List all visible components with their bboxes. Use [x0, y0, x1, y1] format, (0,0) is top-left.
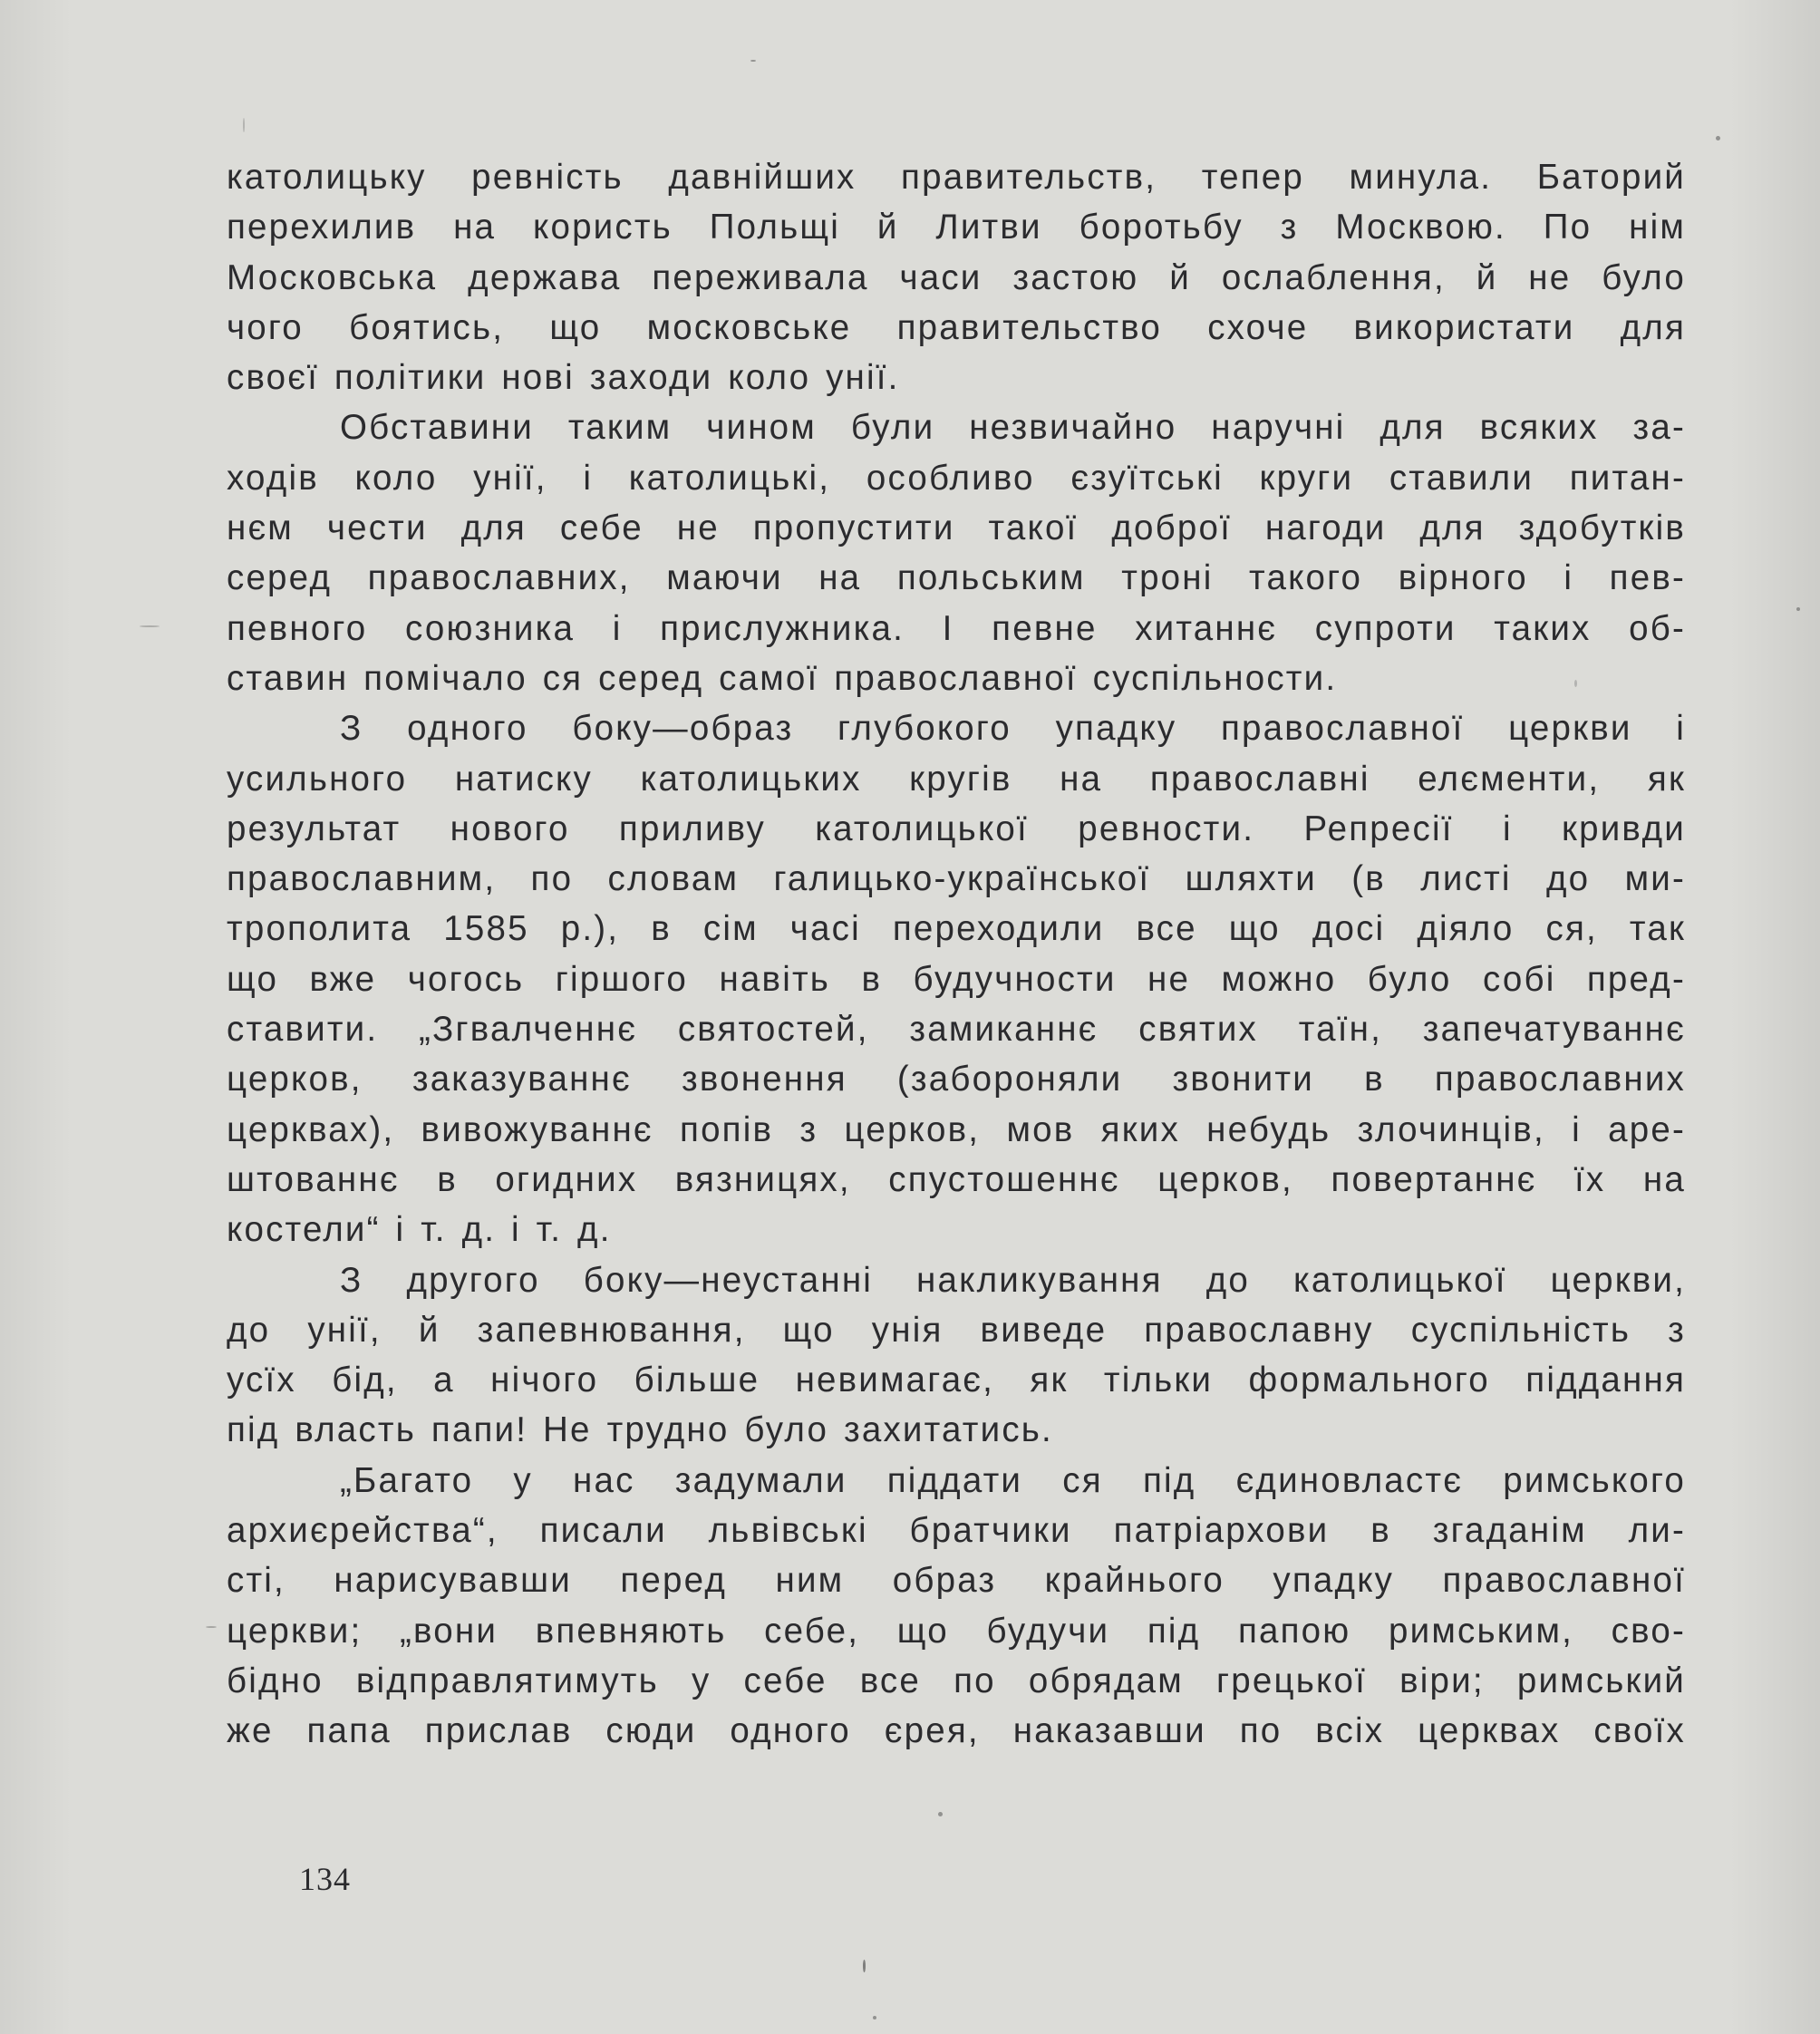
- text-line: результат нового приливу католицької ревности. Репресії і кривди: [227, 809, 1686, 848]
- text-line: сті, нарисувавши перед ним образ крайнього упадку православної: [227, 1561, 1686, 1601]
- text-line: же папа прислав сюди одного єрея, наказавши по всіх церквах своїх: [227, 1711, 1686, 1751]
- scan-speck: [873, 2016, 876, 2019]
- text-line: костели“ і т. д. і т. д.: [227, 1210, 612, 1250]
- paragraph-4: [227, 1255, 1686, 1456]
- text-line: Обставини таким чином були незвичайно наручні для всяких за-: [340, 408, 1686, 448]
- text-line: перехилив на користь Польщі й Литви боротьбу з Москвою. По нім: [227, 208, 1686, 247]
- text-line: Московська держава переживала часи застою й ослаблення, й не було: [227, 257, 1686, 297]
- text-line: чого боятись, що московське правительство схоче використати для: [227, 307, 1686, 347]
- scan-speck: [1574, 680, 1577, 687]
- text-line: ходів коло унії, і католицькі, особливо єзуїтські круги ставили питан-: [227, 458, 1686, 498]
- text-line: певного союзника і прислужника. І певне хитаннє супроти таких об-: [227, 608, 1686, 648]
- scan-speck: [1716, 136, 1720, 140]
- paragraph-5: [227, 1456, 1686, 1757]
- text-line: серед православних, маючи на польським троні такого вірного і пев-: [227, 558, 1686, 598]
- text-line: ставин помічало ся серед самої православної суспільности.: [227, 658, 1338, 698]
- text-line: „Багато у нас задумали піддати ся під єдиновластє римського: [340, 1460, 1686, 1500]
- text-line: З другого боку—неустанні накликування до католицької церкви,: [340, 1260, 1686, 1300]
- text-line: до унії, й запевнювання, що унія виведе православну суспільність з: [227, 1310, 1686, 1350]
- scan-speck: [1796, 607, 1800, 611]
- text-line: бідно відправлятимуть у себе все по обрядам грецької віри; римський: [227, 1661, 1686, 1700]
- text-line: ставити. „Згвалченнє святостей, замиканнє святих таїн, запечатуваннє: [227, 1010, 1686, 1050]
- paragraph-3: [227, 703, 1686, 1254]
- scan-speck: [938, 1812, 943, 1816]
- scan-speck: [863, 1960, 866, 1972]
- text-line: православним, по словам галицько-української шляхти (в листі до ми-: [227, 859, 1686, 899]
- text-line: штованнє в огидних вязницях, спустошеннє церков, повертаннє їх на: [227, 1159, 1686, 1199]
- text-line: З одного боку—образ глубокого упадку православної церкви і: [340, 709, 1686, 749]
- paragraph-1: [227, 152, 1686, 402]
- text-line: що вже чогось гіршого навіть в будучности не можно було собі пред-: [227, 959, 1686, 999]
- text-line: церквах), вивожуваннє попів з церков, мов яких небудь злочинців, і аре-: [227, 1109, 1686, 1149]
- text-line: під власть папи! Не трудно було захитатись.: [227, 1410, 1053, 1450]
- scan-speck: [243, 118, 245, 132]
- text-line: католицьку ревність давнійших правительств, тепер минула. Баторий: [227, 158, 1686, 197]
- text-line: церков, заказуваннє звонення (забороняли звонити в православних: [227, 1060, 1686, 1099]
- text-line: церкви; „вони впевняють себе, що будучи під папою римським, сво-: [227, 1611, 1686, 1651]
- text-line: трополита 1585 р.), в сім часі переходили все що досі діяло ся, так: [227, 909, 1686, 949]
- text-line: нєм чести для себе не пропустити такої доброї нагоди для здобутків: [227, 508, 1686, 548]
- body-text: [227, 152, 1686, 1757]
- paragraph-2: [227, 402, 1686, 703]
- scan-speck: [206, 1626, 217, 1628]
- text-line: архиєрейства“, писали львівські братчики патріархови в згаданім ли-: [227, 1511, 1686, 1551]
- scan-speck: [140, 625, 160, 627]
- scan-speck: [750, 60, 756, 62]
- page-number: 134: [299, 1861, 351, 1897]
- text-line: усїх бід, а нічого більше невимагає, як тільки формального піддання: [227, 1361, 1686, 1400]
- text-line: своєї політики нові заходи коло унії.: [227, 358, 900, 398]
- text-line: усильного натиску католицьких кругів на православні елєменти, як: [227, 759, 1686, 799]
